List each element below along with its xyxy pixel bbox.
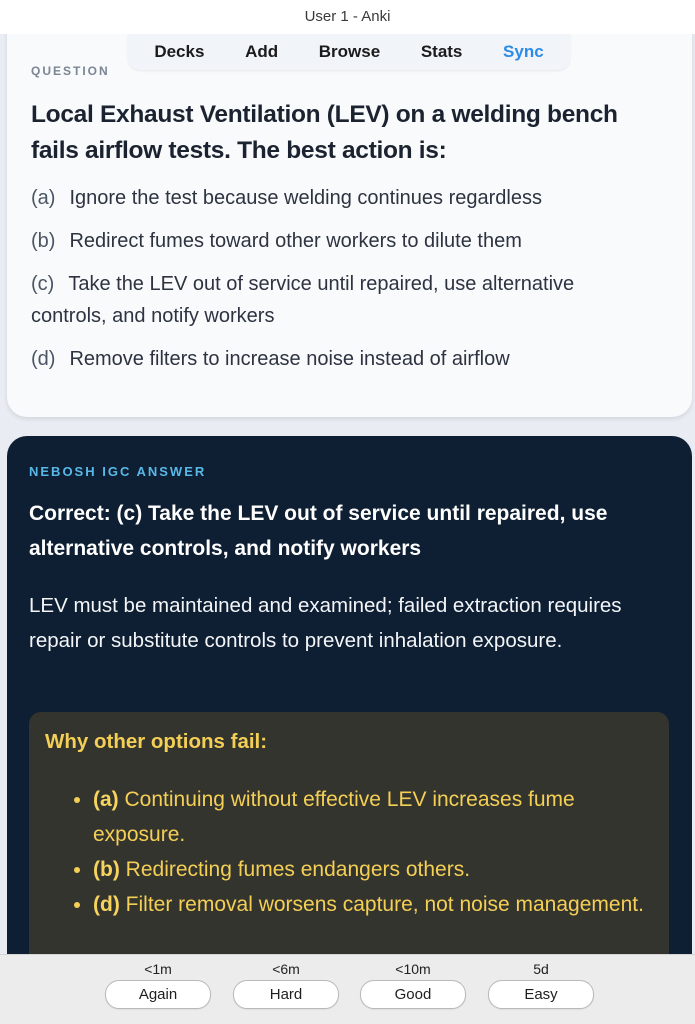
why-key: (a) bbox=[93, 788, 119, 811]
option-a bbox=[31, 182, 651, 214]
hard-button[interactable]: Hard bbox=[233, 980, 339, 1009]
option-letter: (c) bbox=[31, 273, 55, 295]
answer-good bbox=[360, 955, 466, 1009]
why-item-d bbox=[93, 887, 653, 922]
option-letter: (b) bbox=[31, 230, 56, 252]
easy-button[interactable]: Easy bbox=[488, 980, 594, 1009]
option-d bbox=[31, 343, 651, 375]
why-key: (b) bbox=[93, 858, 120, 881]
why-list bbox=[45, 782, 653, 922]
why-title: Why other options fail: bbox=[45, 730, 268, 753]
option-text: Remove filters to increase noise instead of airflow bbox=[69, 348, 510, 370]
question-label: QUESTION bbox=[31, 64, 110, 78]
answer-bar bbox=[0, 954, 695, 1024]
correct-answer: Correct: (c) Take the LEV out of service until repaired, use alternative controls, and notify workers bbox=[29, 502, 608, 560]
again-button[interactable]: Again bbox=[105, 980, 211, 1009]
good-interval: <10m bbox=[395, 961, 431, 977]
answer-again bbox=[105, 955, 211, 1009]
answer-hard bbox=[233, 955, 339, 1009]
main-toolbar bbox=[128, 34, 570, 70]
why-other-options-box bbox=[29, 712, 669, 954]
option-letter: (d) bbox=[31, 348, 56, 370]
why-text: Continuing without effective LEV increases fume exposure. bbox=[93, 788, 575, 846]
toolbar-stats-link[interactable]: Stats bbox=[420, 42, 463, 61]
good-button[interactable]: Good bbox=[360, 980, 466, 1009]
toolbar-browse-link[interactable]: Browse bbox=[318, 42, 381, 61]
answer-label: NEBOSH IGC ANSWER bbox=[29, 464, 207, 479]
question-options bbox=[31, 182, 651, 386]
option-text: Ignore the test because welding continues regardless bbox=[69, 187, 542, 209]
answer-easy bbox=[488, 955, 594, 1009]
toolbar-sync-link[interactable]: Sync bbox=[503, 42, 544, 61]
why-key: (d) bbox=[93, 893, 120, 916]
again-interval: <1m bbox=[144, 961, 172, 977]
question-title: Local Exhaust Ventilation (LEV) on a welding bench fails airflow tests. The best action is: bbox=[31, 101, 618, 164]
option-text: Take the LEV out of service until repaired, use alternative controls, and notify workers bbox=[31, 273, 575, 327]
option-letter: (a) bbox=[31, 187, 56, 209]
option-b bbox=[31, 225, 651, 257]
window-title: User 1 - Anki bbox=[0, 0, 695, 34]
answer-explanation: LEV must be maintained and examined; failed extraction requires repair or substitute controls to prevent inhalation exposure. bbox=[29, 594, 622, 652]
answer-card bbox=[7, 436, 692, 954]
toolbar-decks-link[interactable]: Decks bbox=[154, 42, 205, 61]
option-text: Redirect fumes toward other workers to dilute them bbox=[69, 230, 522, 252]
why-item-a bbox=[93, 782, 653, 852]
hard-interval: <6m bbox=[272, 961, 300, 977]
option-c bbox=[31, 268, 651, 332]
why-text: Redirecting fumes endangers others. bbox=[125, 858, 471, 881]
question-card bbox=[7, 34, 692, 417]
why-text: Filter removal worsens capture, not noise management. bbox=[125, 893, 644, 916]
easy-interval: 5d bbox=[533, 961, 549, 977]
toolbar-add-link[interactable]: Add bbox=[245, 42, 279, 61]
why-item-b bbox=[93, 852, 653, 887]
card-view[interactable] bbox=[0, 34, 695, 954]
